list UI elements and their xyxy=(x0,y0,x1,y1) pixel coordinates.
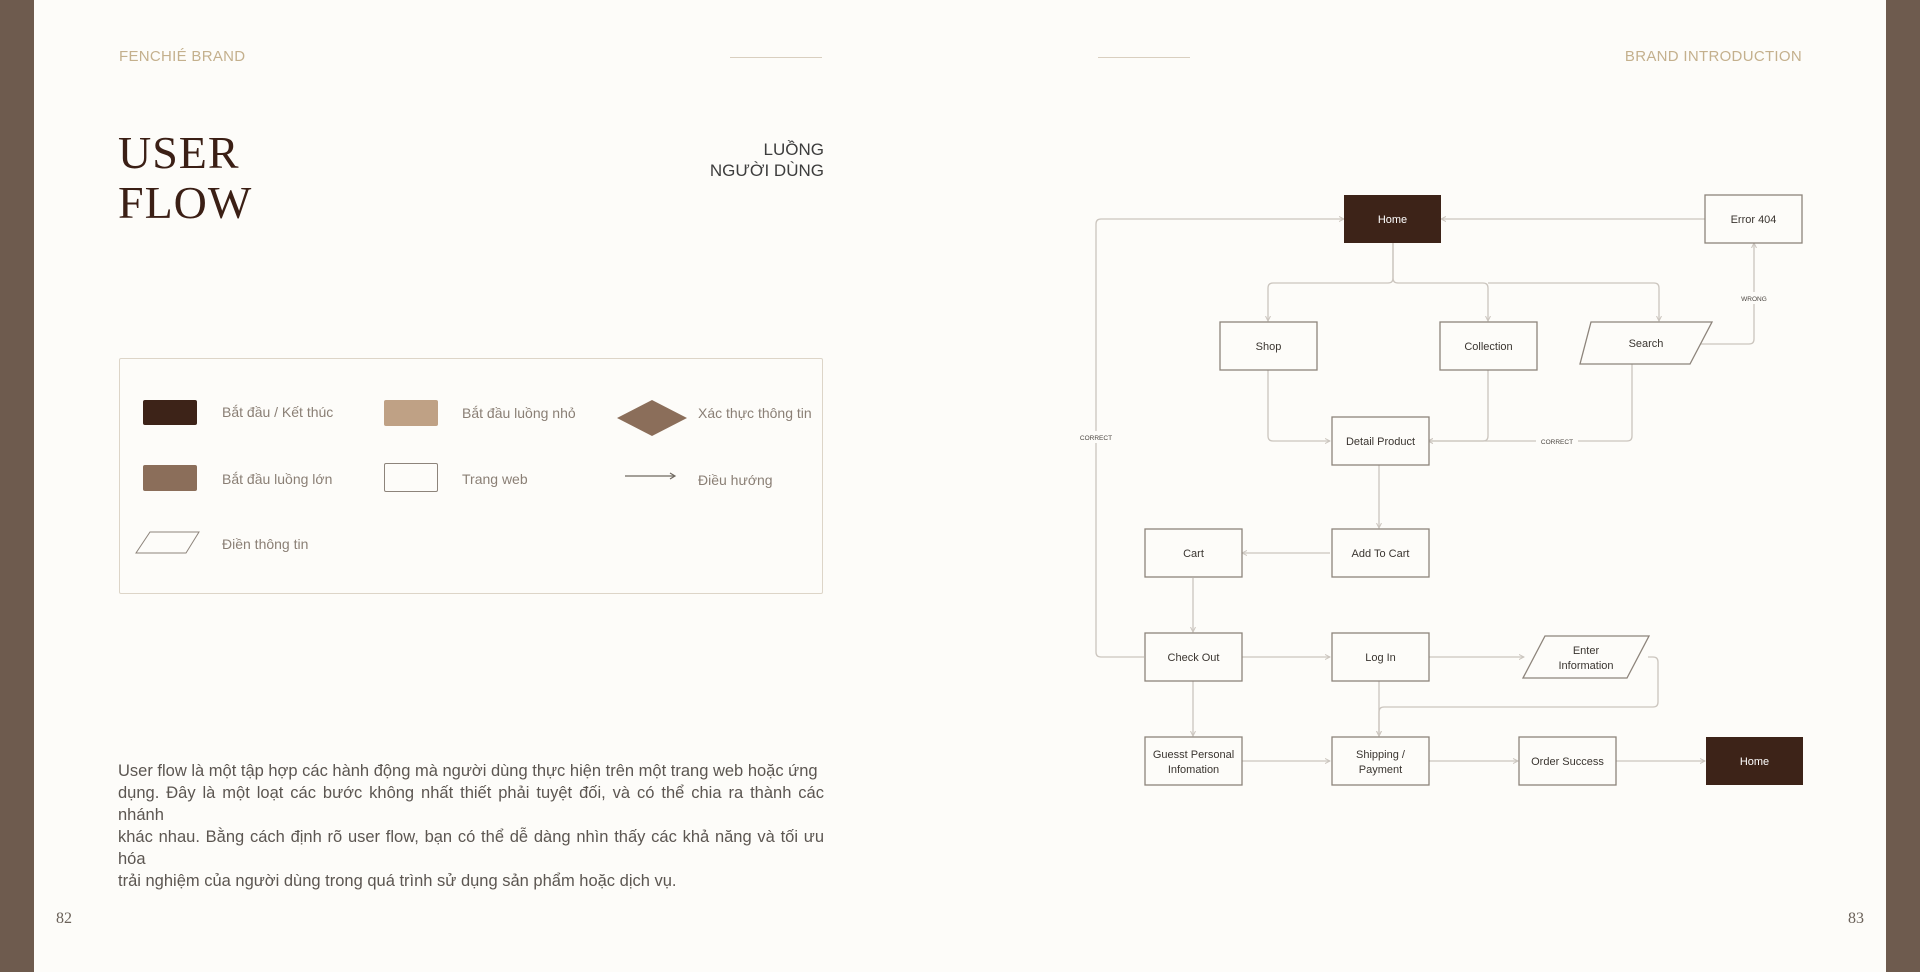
subtitle-line-2: NGƯỜI DÙNG xyxy=(709,161,824,180)
edge-label-correct-mid: CORRECT xyxy=(1540,439,1574,446)
legend-label-verify: Xác thực thông tin xyxy=(698,405,812,421)
legend-label-navigation: Điều hướng xyxy=(698,472,773,488)
node-error-label: Error 404 xyxy=(1730,214,1777,226)
user-flow-diagram xyxy=(34,0,1886,972)
legend-label-start-end: Bắt đầu / Kết thúc xyxy=(222,404,334,420)
node-shipping-label-2: Payment xyxy=(1358,764,1403,776)
node-enterinfo-label-2: Information xyxy=(1558,660,1614,672)
node-shop-label: Shop xyxy=(1255,341,1282,353)
brand-book-spread xyxy=(34,0,1886,972)
right-running-title: BRAND INTRODUCTION xyxy=(1624,48,1802,65)
node-collection xyxy=(1440,322,1537,370)
title-line-1: USER xyxy=(118,127,240,178)
node-search xyxy=(1580,322,1712,364)
node-order-success xyxy=(1519,737,1616,785)
node-checkout-label: Check Out xyxy=(1167,652,1220,664)
node-guest-personal xyxy=(1145,737,1242,785)
edge-home-search xyxy=(1488,283,1659,321)
node-add-to-cart xyxy=(1332,529,1429,577)
node-shop xyxy=(1220,322,1317,370)
node-enterinfo-label-1: Enter xyxy=(1572,645,1600,657)
legend-label-large-flow: Bắt đầu luồng lớn xyxy=(222,471,333,487)
body-line-3: khác nhau. Bằng cách định rõ user flow, bạn có thể dễ dàng nhìn thấy các khả năng và tối ưu hóa xyxy=(118,828,824,868)
legend-label-webpage: Trang web xyxy=(462,471,528,487)
legend-label-small-flow: Bắt đầu luồng nhỏ xyxy=(462,405,576,421)
subtitle-line-1: LUỒNG xyxy=(763,140,824,159)
edge-label-wrong: WRONG xyxy=(1741,296,1767,303)
body-line-2: dụng. Đây là một loạt các bước không nhất thiết phải tuyệt đối, và có thể chia ra thành các nhánh xyxy=(118,784,824,824)
edge-home-collection xyxy=(1393,243,1488,321)
page-number-left: 82 xyxy=(56,910,72,927)
node-detail-label: Detail Product xyxy=(1345,436,1416,448)
node-shipping-label-1: Shipping / xyxy=(1356,749,1405,761)
node-cart-label: Cart xyxy=(1183,548,1204,560)
node-login-label: Log In xyxy=(1365,652,1396,664)
left-running-title: FENCHIÉ BRAND xyxy=(119,48,246,65)
node-cart xyxy=(1145,529,1242,577)
body-line-4: trải nghiệm của người dùng trong quá trình sử dụng sản phẩm hoặc dịch vụ. xyxy=(118,872,677,890)
edge-shop-detail xyxy=(1268,364,1330,441)
page-number-right: 83 xyxy=(1848,910,1864,927)
node-check-out xyxy=(1145,633,1242,681)
node-addtocart-label: Add To Cart xyxy=(1351,548,1410,560)
title-line-2: FLOW xyxy=(118,177,253,228)
node-guest-box xyxy=(1145,737,1242,785)
node-home xyxy=(1344,195,1441,243)
node-guest-label-1: Guesst Personal xyxy=(1152,749,1235,761)
node-detail-product xyxy=(1332,417,1429,465)
edge-collection-detail xyxy=(1428,364,1488,441)
edge-search-detail xyxy=(1428,364,1632,441)
node-enter-information xyxy=(1523,636,1649,678)
node-shipping-payment xyxy=(1332,737,1429,785)
node-guest-label-2: Infomation xyxy=(1167,764,1220,776)
edge-label-correct-left: CORRECT xyxy=(1079,435,1113,442)
node-search-label: Search xyxy=(1628,338,1664,350)
node-error-404 xyxy=(1705,195,1802,243)
node-home-label: Home xyxy=(1377,214,1408,226)
node-home-end-label: Home xyxy=(1739,756,1770,768)
edge-home-shop xyxy=(1268,243,1393,321)
node-shipping-box xyxy=(1332,737,1429,785)
node-log-in xyxy=(1332,633,1429,681)
legend-label-input: Điền thông tin xyxy=(222,536,309,552)
body-line-1: User flow là một tập hợp các hành động mà người dùng thực hiện trên một trang web hoặc ứng xyxy=(118,762,818,780)
node-order-label: Order Success xyxy=(1531,756,1604,768)
node-collection-label: Collection xyxy=(1464,341,1513,353)
node-home-end xyxy=(1706,737,1803,785)
edge-checkout-home xyxy=(1096,219,1344,657)
